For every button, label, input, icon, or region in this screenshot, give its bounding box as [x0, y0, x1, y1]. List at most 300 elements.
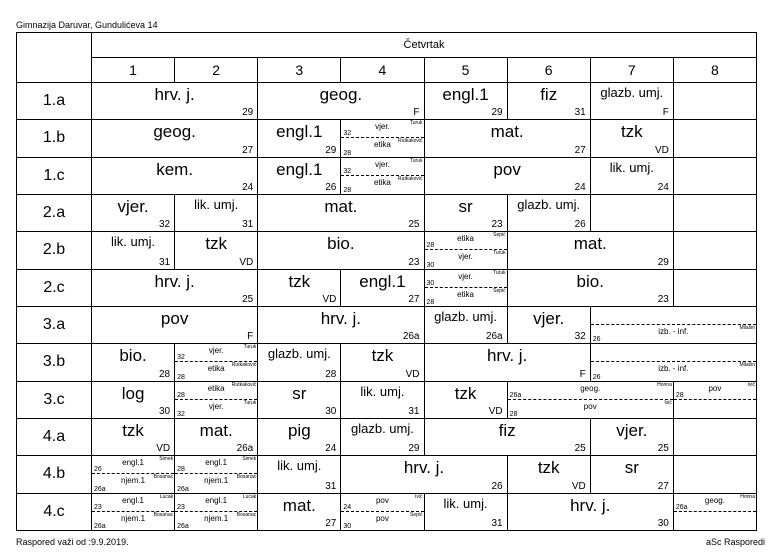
lesson-room: 30: [657, 517, 669, 529]
lesson-room: 28: [177, 391, 185, 399]
lesson-subject: sr: [292, 383, 307, 403]
lesson-cell: [591, 456, 674, 493]
lesson-subject: glazb. umj.: [267, 346, 331, 362]
lesson-room: 23: [177, 503, 185, 511]
lesson-teacher: Lucak: [242, 493, 257, 500]
school-name: Gimnazija Daruvar, Gundulićeva 14: [16, 20, 158, 30]
empty-cell: [674, 195, 757, 232]
lesson-subject: geog.: [153, 122, 196, 142]
class-label: 1.b: [17, 120, 92, 157]
period-header: 1: [92, 58, 175, 83]
lesson-cell: [425, 232, 508, 269]
lesson-cell: [508, 195, 591, 232]
lesson-cell: [92, 382, 175, 419]
lesson-cell: [92, 158, 258, 195]
lesson-cell: [92, 307, 258, 344]
split-top-half: [175, 494, 257, 512]
lesson-room: VD: [571, 480, 586, 492]
lesson-teacher: Šepić: [493, 287, 506, 294]
lesson-subject: pov: [493, 159, 521, 179]
class-label: 3.a: [17, 307, 92, 344]
lesson-cell: [92, 83, 258, 120]
lesson-subject: lik. umj.: [609, 159, 654, 175]
split-bottom-half: [92, 474, 174, 492]
lesson-cell: [425, 158, 591, 195]
lesson-room: 32: [159, 219, 171, 231]
lesson-cell: [425, 120, 591, 157]
lesson-room: 32: [343, 167, 352, 175]
lesson-cell: [341, 270, 424, 307]
lesson-teacher: Rutkaković: [398, 138, 423, 145]
lesson-teacher: Turuk: [493, 250, 506, 257]
lesson-subject: vjer.: [375, 159, 390, 169]
lesson-room: 26a: [485, 331, 503, 343]
lesson-room: 27: [242, 144, 254, 156]
day-header: Četvrtak: [92, 33, 757, 58]
lesson-subject: pov: [375, 513, 389, 523]
split-top-half: [92, 456, 174, 474]
lesson-teacher: Horina: [740, 493, 755, 500]
lesson-subject: vjer.: [458, 271, 473, 281]
class-label: 1.a: [17, 83, 92, 120]
lesson-cell: [508, 494, 674, 531]
lesson-room: 24: [242, 181, 254, 193]
lesson-room: VD: [239, 256, 254, 268]
lesson-room: 26a: [236, 443, 254, 455]
lesson-subject: log: [121, 383, 145, 403]
lesson-subject: lik. umj.: [111, 234, 156, 250]
lesson-room: 29: [325, 144, 337, 156]
lesson-cell: [92, 195, 175, 232]
lesson-subject: njem.1: [204, 513, 229, 523]
lesson-cell: [92, 270, 258, 307]
split-top-half: [591, 307, 756, 325]
lesson-subject: sr: [458, 196, 473, 216]
lesson-teacher: Rutkaković: [398, 175, 423, 182]
lesson-cell: [92, 232, 175, 269]
lesson-subject: engl.1: [122, 458, 144, 468]
lesson-room: 31: [159, 256, 171, 268]
lesson-room: 28: [426, 298, 435, 306]
empty-cell: [674, 456, 757, 493]
lesson-subject: geog.: [580, 383, 601, 393]
lesson-room: VD: [654, 144, 669, 156]
lesson-subject: pov: [375, 495, 389, 505]
lesson-cell: [674, 494, 757, 531]
lesson-room: 25: [242, 293, 254, 305]
lesson-room: 24: [657, 181, 669, 193]
lesson-cell: [175, 195, 258, 232]
split-bottom-half: [175, 474, 257, 492]
lesson-room: VD: [405, 368, 420, 380]
lesson-cell: [175, 456, 258, 493]
lesson-subject: engl.1: [276, 122, 323, 142]
lesson-subject: glazb. umj.: [434, 308, 497, 324]
lesson-subject: etika: [207, 383, 225, 393]
period-header: 8: [674, 58, 757, 83]
lesson-room: 32: [343, 130, 352, 138]
split-bottom-half: [175, 362, 257, 380]
class-label: 4.c: [17, 494, 92, 531]
split-top-half: [175, 382, 257, 400]
lesson-subject: bio.: [576, 271, 604, 291]
lesson-cell: [508, 307, 591, 344]
lesson-room: 26a: [94, 485, 106, 493]
lesson-cell: [425, 83, 508, 120]
lesson-subject: vjer.: [533, 308, 565, 328]
lesson-subject: etika: [373, 140, 391, 150]
class-label: 4.b: [17, 456, 92, 493]
lesson-room: F: [413, 107, 420, 119]
lesson-subject: vjer.: [375, 122, 390, 132]
lesson-subject: vjer.: [117, 196, 149, 216]
lesson-teacher: Turuk: [409, 120, 423, 127]
lesson-teacher: Milašin: [739, 362, 755, 369]
lesson-room: 30: [426, 261, 435, 269]
lesson-teacher: Rutkaković: [231, 362, 257, 369]
lesson-teacher: Bosanac: [153, 474, 174, 481]
split-bottom-half: [92, 512, 174, 530]
lesson-subject: sr: [624, 458, 639, 478]
lesson-room: 26: [325, 181, 337, 193]
period-header: 2: [175, 58, 258, 83]
lesson-subject: engl.1: [122, 495, 144, 505]
empty-cell: [674, 83, 757, 120]
lesson-room: 26a: [675, 503, 688, 511]
lesson-room: 26a: [177, 485, 189, 493]
lesson-subject: bio.: [327, 234, 355, 254]
lesson-room: 28: [509, 410, 518, 418]
lesson-room: 29: [242, 107, 254, 119]
lesson-subject: tzk: [205, 234, 228, 254]
lesson-cell: [425, 494, 508, 531]
lesson-subject: mat.: [324, 196, 358, 216]
lesson-room: 26a: [402, 331, 420, 343]
lesson-room: 29: [408, 443, 420, 455]
empty-cell: [674, 270, 757, 307]
lesson-subject: njem.1: [121, 476, 146, 486]
lesson-teacher: Šimek: [159, 456, 174, 463]
lesson-cell: [258, 232, 424, 269]
lesson-room: VD: [156, 443, 171, 455]
lesson-room: 26: [574, 219, 586, 231]
lesson-subject: vjer.: [616, 420, 648, 440]
lesson-teacher: Turuk: [493, 269, 506, 276]
lesson-room: 32: [177, 354, 185, 362]
split-bottom-half: [341, 176, 423, 194]
timetable-grid: [16, 32, 757, 531]
lesson-cell: [508, 83, 591, 120]
lesson-teacher: Ivić: [415, 493, 423, 500]
lesson-cell: [591, 307, 757, 344]
split-top-half: [341, 120, 423, 138]
split-bottom-half: [591, 325, 756, 343]
lesson-subject: lik. umj.: [277, 458, 322, 474]
lesson-cell: [425, 382, 508, 419]
lesson-room: 31: [242, 219, 254, 231]
lesson-subject: bio.: [119, 346, 147, 366]
lesson-subject: izb. - inf.: [658, 327, 689, 337]
split-bottom-half: [341, 138, 423, 156]
lesson-subject: vjer.: [208, 401, 224, 411]
split-top-half: [674, 382, 756, 400]
lesson-room: VD: [322, 293, 337, 305]
lesson-room: 27: [325, 517, 337, 529]
lesson-room: 25: [657, 443, 669, 455]
class-label: 2.c: [17, 270, 92, 307]
split-bottom-half: [175, 400, 257, 418]
lesson-room: F: [662, 107, 669, 119]
split-top-half: [341, 158, 423, 176]
lesson-subject: glazb. umj.: [517, 196, 581, 212]
split-bottom-half: [674, 512, 756, 530]
lesson-cell: [258, 120, 341, 157]
lesson-cell: [508, 232, 674, 269]
lesson-subject: tzk: [122, 420, 144, 440]
lesson-room: 26a: [177, 522, 189, 530]
lesson-subject: etika: [207, 364, 225, 374]
lesson-teacher: Ivić: [664, 399, 672, 406]
empty-cell: [591, 195, 674, 232]
lesson-cell: [175, 232, 258, 269]
lesson-room: 27: [408, 293, 420, 305]
class-label: 3.b: [17, 344, 92, 381]
lesson-room: 31: [408, 405, 420, 417]
split-top-half: [175, 344, 257, 362]
lesson-subject: tzk: [371, 346, 394, 366]
split-bottom-half: [341, 512, 423, 530]
class-label: 3.c: [17, 382, 92, 419]
period-header: 6: [508, 58, 591, 83]
lesson-subject: engl.1: [276, 159, 323, 179]
lesson-subject: lik. umj.: [443, 495, 488, 511]
lesson-cell: [425, 344, 591, 381]
lesson-cell: [92, 344, 175, 381]
lesson-room: F: [247, 331, 254, 343]
corner-cell: [17, 33, 92, 83]
lesson-room: 30: [426, 279, 435, 287]
period-header: 3: [258, 58, 341, 83]
lesson-room: 23: [408, 256, 420, 268]
lesson-cell: [92, 494, 175, 531]
lesson-subject: glazb. umj.: [600, 85, 664, 100]
lesson-room: 31: [325, 480, 337, 492]
lesson-room: 31: [491, 517, 503, 529]
lesson-cell: [425, 419, 591, 456]
lesson-subject: tzk: [288, 271, 311, 291]
software-credit: aSc Rasporedi: [706, 537, 766, 547]
validity-date: Raspored važi od :9.9.2019.: [16, 537, 129, 547]
lesson-room: 26: [592, 373, 601, 381]
lesson-room: 26: [592, 336, 601, 344]
lesson-cell: [92, 120, 258, 157]
lesson-room: 30: [343, 522, 352, 530]
lesson-subject: engl.1: [205, 495, 228, 505]
class-label: 2.b: [17, 232, 92, 269]
lesson-room: 26: [94, 466, 102, 474]
lesson-subject: hrv. j.: [570, 495, 611, 515]
lesson-room: 28: [675, 391, 684, 399]
lesson-cell: [591, 83, 674, 120]
lesson-subject: fiz: [498, 420, 516, 440]
lesson-cell: [591, 419, 674, 456]
lesson-cell: [591, 344, 757, 381]
lesson-cell: [341, 382, 424, 419]
lesson-subject: engl.1: [359, 271, 406, 291]
lesson-subject: pov: [708, 383, 722, 393]
lesson-room: 30: [159, 405, 171, 417]
lesson-subject: mat.: [573, 234, 607, 254]
lesson-subject: hrv. j.: [320, 308, 362, 328]
lesson-subject: pig: [287, 420, 311, 440]
split-top-half: [508, 382, 673, 400]
empty-cell: [674, 232, 757, 269]
split-bottom-half: [175, 512, 257, 530]
lesson-teacher: Lucak: [159, 493, 174, 500]
lesson-room: 28: [426, 242, 435, 250]
lesson-cell: [341, 344, 424, 381]
lesson-cell: [341, 419, 424, 456]
lesson-cell: [341, 456, 507, 493]
lesson-subject: pov: [160, 308, 189, 328]
lesson-cell: [341, 158, 424, 195]
lesson-cell: [258, 158, 341, 195]
split-top-half: [674, 494, 756, 512]
lesson-subject: tzk: [537, 458, 560, 478]
lesson-cell: [508, 270, 674, 307]
lesson-room: 29: [491, 107, 503, 119]
lesson-room: 26a: [509, 391, 522, 399]
lesson-teacher: Ivić: [747, 381, 755, 388]
lesson-teacher: Horina: [657, 381, 672, 388]
lesson-cell: [341, 120, 424, 157]
lesson-room: 27: [657, 480, 669, 492]
lesson-subject: fiz: [540, 85, 558, 104]
lesson-room: 24: [325, 443, 337, 455]
lesson-room: 28: [325, 368, 337, 380]
split-bottom-half: [674, 400, 756, 418]
lesson-subject: izb. - inf.: [658, 364, 689, 374]
lesson-subject: hrv. j.: [403, 458, 445, 478]
class-label: 2.a: [17, 195, 92, 232]
lesson-room: F: [579, 368, 586, 380]
lesson-teacher: Bosanac: [236, 511, 257, 518]
lesson-teacher: Bosanac: [153, 511, 174, 518]
lesson-room: 23: [94, 503, 102, 511]
split-bottom-half: [591, 362, 756, 380]
split-bottom-half: [425, 250, 507, 268]
lesson-subject: etika: [457, 234, 475, 244]
lesson-cell: [92, 419, 175, 456]
lesson-cell: [258, 419, 341, 456]
split-bottom-half: [508, 400, 673, 418]
lesson-cell: [258, 307, 424, 344]
lesson-room: 26a: [94, 522, 106, 530]
lesson-room: 23: [491, 219, 503, 231]
lesson-room: 27: [574, 144, 586, 156]
lesson-room: 32: [574, 331, 586, 343]
lesson-cell: [425, 307, 508, 344]
lesson-subject: pov: [583, 401, 597, 411]
lesson-subject: mat.: [199, 420, 233, 440]
lesson-room: 28: [343, 149, 352, 157]
lesson-cell: [175, 494, 258, 531]
lesson-cell: [425, 195, 508, 232]
lesson-teacher: Šimek: [242, 456, 257, 463]
lesson-teacher: Turuk: [243, 344, 257, 351]
lesson-subject: hrv. j.: [486, 346, 528, 366]
lesson-cell: [175, 344, 258, 381]
lesson-subject: engl.1: [442, 85, 489, 104]
lesson-subject: geog.: [704, 495, 725, 505]
lesson-cell: [258, 344, 341, 381]
lesson-room: 25: [574, 443, 586, 455]
lesson-subject: kem.: [156, 159, 194, 179]
split-top-half: [425, 270, 507, 288]
empty-cell: [674, 419, 757, 456]
period-header: 5: [425, 58, 508, 83]
lesson-cell: [258, 270, 341, 307]
period-header: 4: [341, 58, 424, 83]
class-label: 1.c: [17, 158, 92, 195]
lesson-cell: [175, 419, 258, 456]
empty-cell: [674, 158, 757, 195]
lesson-teacher: Šepić: [409, 511, 423, 518]
lesson-subject: engl.1: [205, 458, 228, 468]
class-label: 4.a: [17, 419, 92, 456]
split-top-half: [341, 494, 423, 512]
lesson-room: 24: [574, 181, 586, 193]
lesson-room: 28: [177, 466, 185, 474]
lesson-cell: [425, 270, 508, 307]
lesson-teacher: Turuk: [409, 157, 423, 164]
lesson-cell: [674, 382, 757, 419]
split-top-half: [92, 494, 174, 512]
lesson-room: 25: [408, 219, 420, 231]
lesson-cell: [258, 83, 424, 120]
lesson-subject: etika: [373, 177, 391, 187]
lesson-cell: [508, 456, 591, 493]
lesson-room: 32: [177, 410, 185, 418]
lesson-subject: mat.: [490, 122, 524, 142]
lesson-room: 24: [343, 503, 352, 511]
lesson-room: 26: [491, 480, 503, 492]
split-top-half: [175, 456, 257, 474]
lesson-teacher: Šepić: [493, 232, 506, 239]
lesson-subject: tzk: [454, 383, 477, 403]
lesson-room: 29: [657, 256, 669, 268]
lesson-room: 28: [343, 186, 352, 194]
lesson-subject: njem.1: [204, 476, 229, 486]
lesson-room: 28: [177, 373, 185, 381]
lesson-cell: [258, 494, 341, 531]
split-bottom-half: [425, 288, 507, 306]
split-top-half: [425, 232, 507, 250]
lesson-cell: [591, 120, 674, 157]
period-header: 7: [591, 58, 674, 83]
lesson-room: 23: [657, 293, 669, 305]
lesson-cell: [258, 456, 341, 493]
lesson-cell: [258, 382, 341, 419]
lesson-cell: [258, 195, 424, 232]
lesson-teacher: Milašin: [739, 325, 755, 332]
lesson-subject: tzk: [620, 122, 643, 142]
lesson-subject: njem.1: [121, 513, 146, 523]
lesson-subject: geog.: [319, 85, 363, 104]
lesson-cell: [341, 494, 424, 531]
lesson-subject: vjer.: [208, 346, 224, 356]
lesson-teacher: Turuk: [243, 399, 257, 406]
